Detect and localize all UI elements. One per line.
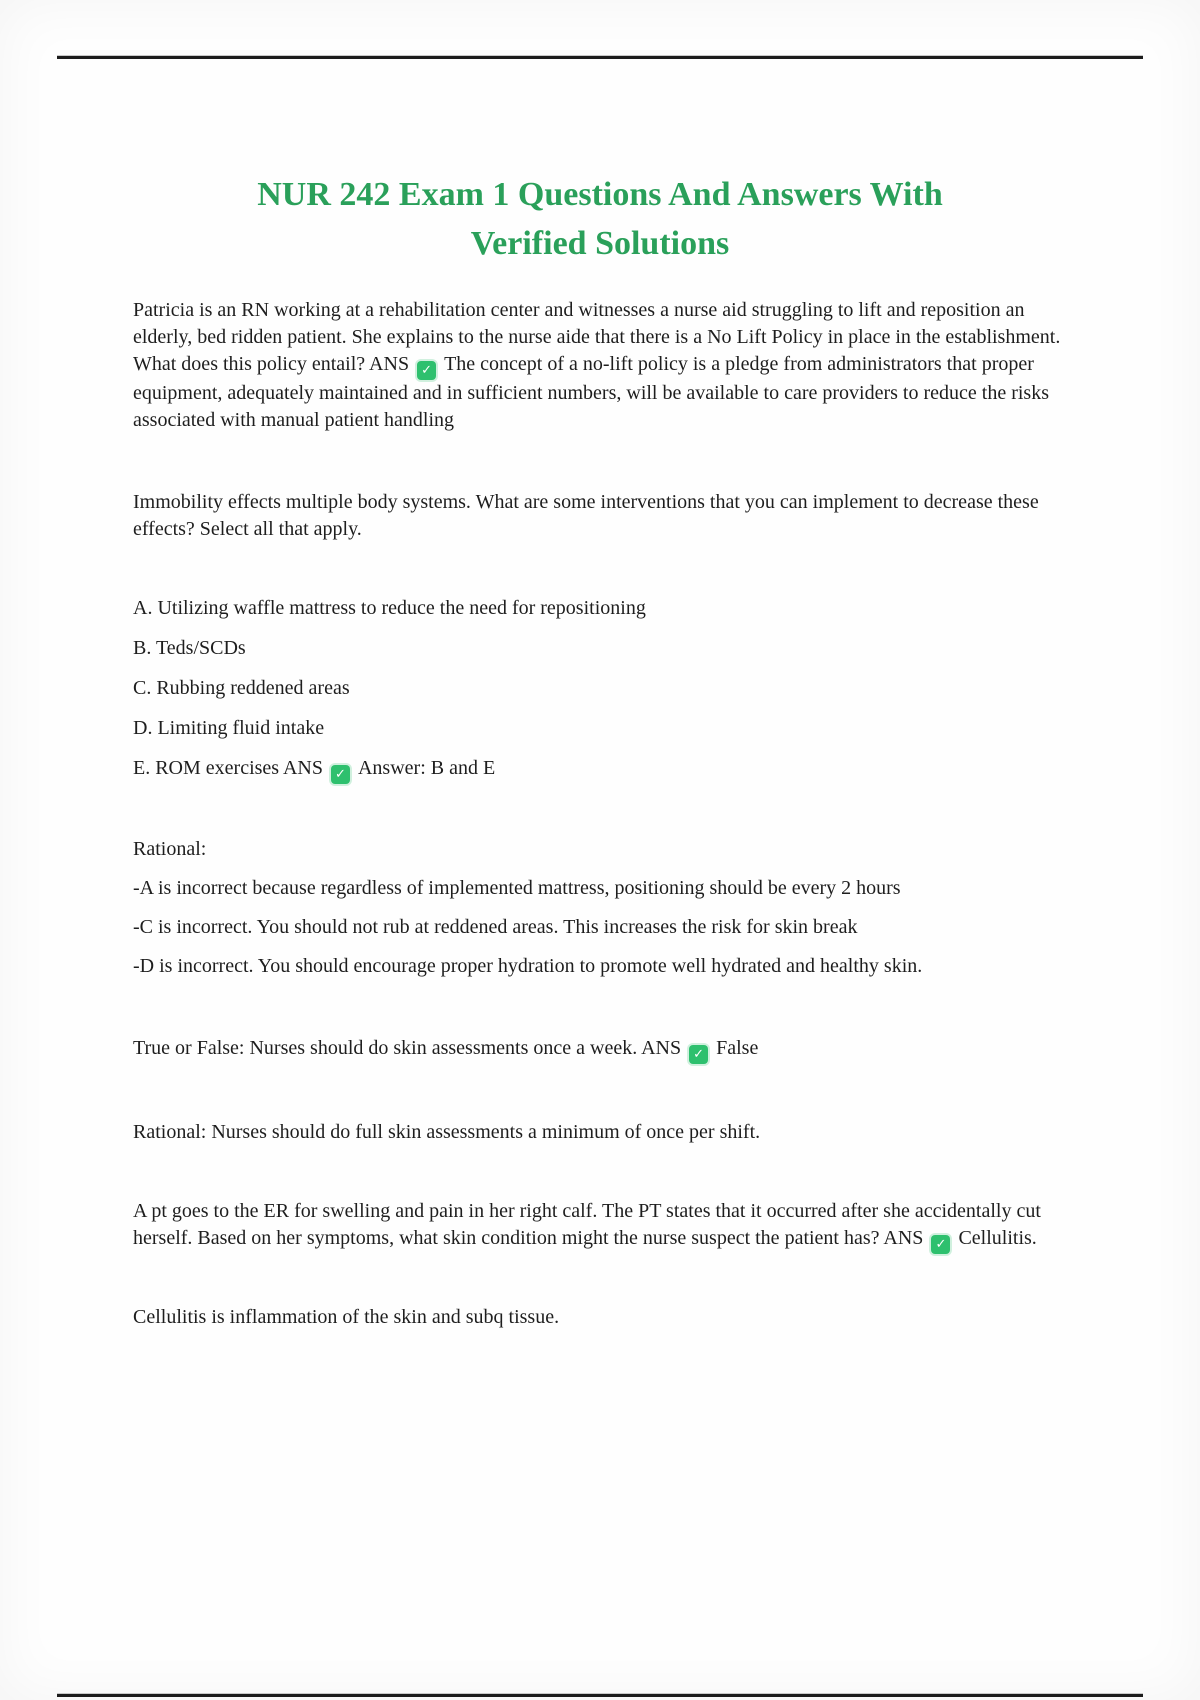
answer-options-list <box>133 595 1067 784</box>
verified-check-icon: ✓ <box>331 765 350 784</box>
option-d: D. Limiting fluid intake <box>133 716 325 739</box>
option-e-text: E. ROM exercises ANS <box>133 756 323 779</box>
rational-block-2: Rational: Nurses should do full skin assessments a minimum of once per shift. <box>133 1120 761 1143</box>
document-body <box>133 297 1067 1331</box>
question-3-text: A pt goes to the ER for swelling and pain in her right calf. The PT states that it occurred after she accidentally cut herself. Based on her symptoms, what skin condition might the nurse suspect the patient has? ANS <box>133 1199 1041 1249</box>
verified-check-icon: ✓ <box>417 361 436 380</box>
page-title-line-2: Verified Solutions <box>470 225 730 263</box>
question-1-paragraph <box>133 297 1067 434</box>
question-3-answer: Cellulitis. <box>958 1226 1037 1249</box>
question-1-answer: The concept of a no-lift policy is a pledge from administrators that proper equipment, adequately maintained and in sufficient numbers, will be available to care providers to reduce the risks associated with manual patient handling <box>133 352 1049 431</box>
rational-line-c: -C is incorrect. You should not rub at reddened areas. This increases the risk for skin break <box>133 915 858 938</box>
question-2-paragraph: Immobility effects multiple body systems. What are some interventions that you can implement to decrease these effects? Select all that apply. <box>133 490 1039 540</box>
top-horizontal-rule <box>57 55 1143 59</box>
true-false-question <box>133 1035 1067 1064</box>
option-e-answer: Answer: B and E <box>357 756 496 779</box>
true-false-answer: False <box>716 1036 759 1059</box>
rational-heading: Rational: <box>133 837 207 860</box>
option-a: A. Utilizing waffle mattress to reduce the need for repositioning <box>133 596 646 619</box>
rational-line-d: -D is incorrect. You should encourage proper hydration to promote well hydrated and healthy skin. <box>133 954 923 977</box>
question-1-text: Patricia is an RN working at a rehabilitation center and witnesses a nurse aid struggling to lift and reposition an elderly, bed ridden patient. She explains to the nurse aide that there is a No Lift Policy in place in the establishment. What does this policy entail? ANS <box>133 298 1061 375</box>
rational-line-a: -A is incorrect because regardless of implemented mattress, positioning should be every 2 hours <box>133 876 901 899</box>
true-false-text: True or False: Nurses should do skin assessments once a week. ANS <box>133 1036 682 1059</box>
question-3-paragraph <box>133 1198 1067 1254</box>
page-title-line-1: NUR 242 Exam 1 Questions And Answers With <box>257 176 943 213</box>
rational-block-1 <box>133 836 1067 980</box>
page-title <box>120 170 1080 269</box>
verified-check-icon: ✓ <box>689 1045 708 1064</box>
bottom-horizontal-rule <box>57 1693 1143 1697</box>
verified-check-icon: ✓ <box>931 1235 950 1254</box>
option-e <box>133 755 1067 784</box>
option-b: B. Teds/SCDs <box>133 636 246 659</box>
option-c: C. Rubbing reddened areas <box>133 676 350 699</box>
cellulitis-note: Cellulitis is inflammation of the skin and subq tissue. <box>133 1305 560 1328</box>
